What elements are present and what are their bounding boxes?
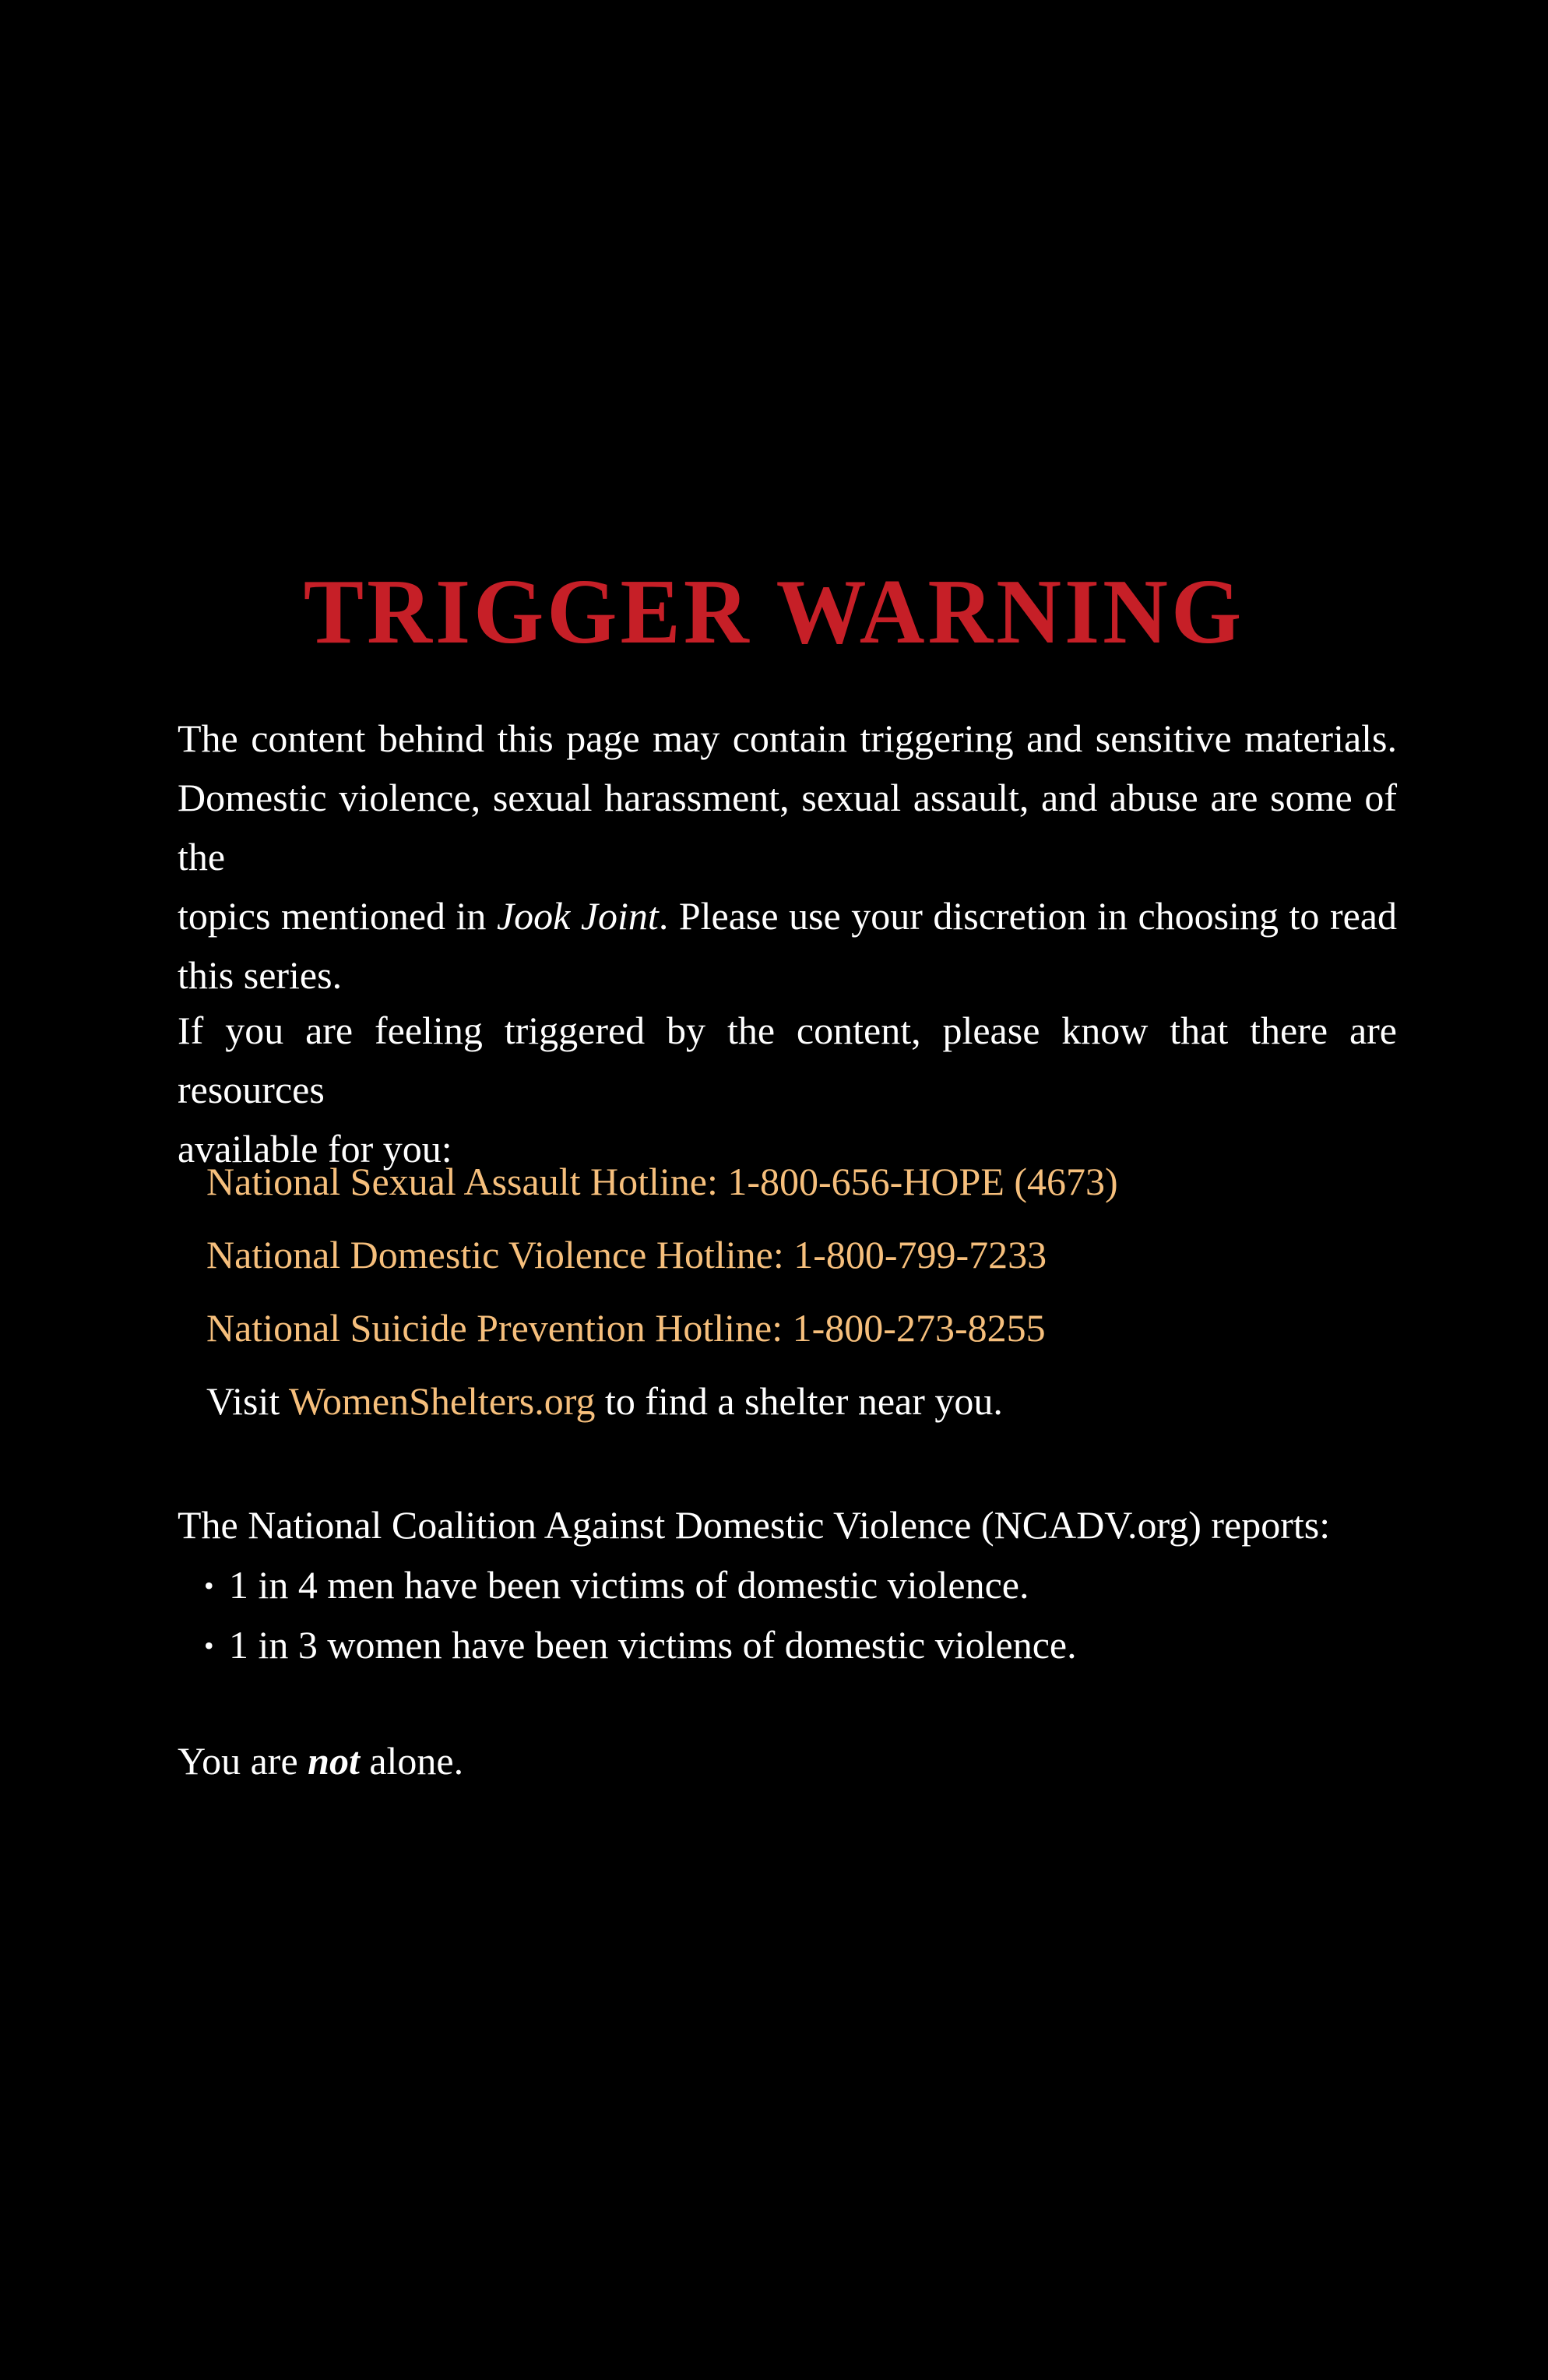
stat-women-text: 1 in 3 women have been victims of domestic violence.	[229, 1623, 1077, 1667]
ncadv-stats-intro: The National Coalition Against Domestic Violence (NCADV.org) reports:	[178, 1503, 1331, 1547]
closing-lead-text: You are	[178, 1739, 308, 1783]
shelter-resource-line	[206, 1364, 1374, 1438]
line-3-tail-text: . Please use your discretion in choosing to read	[658, 894, 1397, 938]
content-warning-line-3	[178, 886, 1397, 945]
list-item	[204, 1615, 1294, 1675]
womenshelters-link[interactable]: WomenShelters.org	[288, 1379, 596, 1423]
content-warning-line-1: The content behind this page may contain triggering and sensitive materials.	[178, 716, 1397, 760]
resources-intro-line-1: If you are feeling triggered by the content, please know that there are resources	[178, 1009, 1397, 1111]
resources-intro-line-2: available for you:	[178, 1127, 452, 1171]
content-warning-line-2: Domestic violence, sexual harassment, sexual assault, and abuse are some of the	[178, 776, 1397, 878]
resource-list	[206, 1145, 1374, 1438]
shelter-tail-text: to find a shelter near you.	[595, 1379, 1003, 1423]
stat-men-text: 1 in 4 men have been victims of domestic violence.	[229, 1563, 1029, 1607]
closing-tail-text: alone.	[359, 1739, 464, 1783]
bullet-icon: •	[204, 1570, 214, 1601]
suicide-prevention-hotline: National Suicide Prevention Hotline: 1-800-273-8255	[206, 1306, 1046, 1350]
bullet-icon: •	[204, 1630, 214, 1661]
content-warning-paragraph	[178, 709, 1397, 1005]
shelter-lead-text: Visit	[206, 1379, 289, 1423]
closing-emphasis: not	[308, 1739, 360, 1783]
closing-statement	[178, 1731, 1397, 1790]
content-warning-line-4: this series.	[178, 953, 343, 997]
list-item	[204, 1555, 1294, 1615]
ncadv-stats-list	[204, 1555, 1294, 1675]
line-3-lead-text: topics mentioned in	[178, 894, 497, 938]
sexual-assault-hotline: National Sexual Assault Hotline: 1-800-656-HOPE (4673)	[206, 1160, 1118, 1203]
series-title: Jook Joint	[496, 894, 659, 938]
page-title: TRIGGER WARNING	[303, 561, 1245, 664]
domestic-violence-hotline: National Domestic Violence Hotline: 1-800-799-7233	[206, 1233, 1047, 1276]
